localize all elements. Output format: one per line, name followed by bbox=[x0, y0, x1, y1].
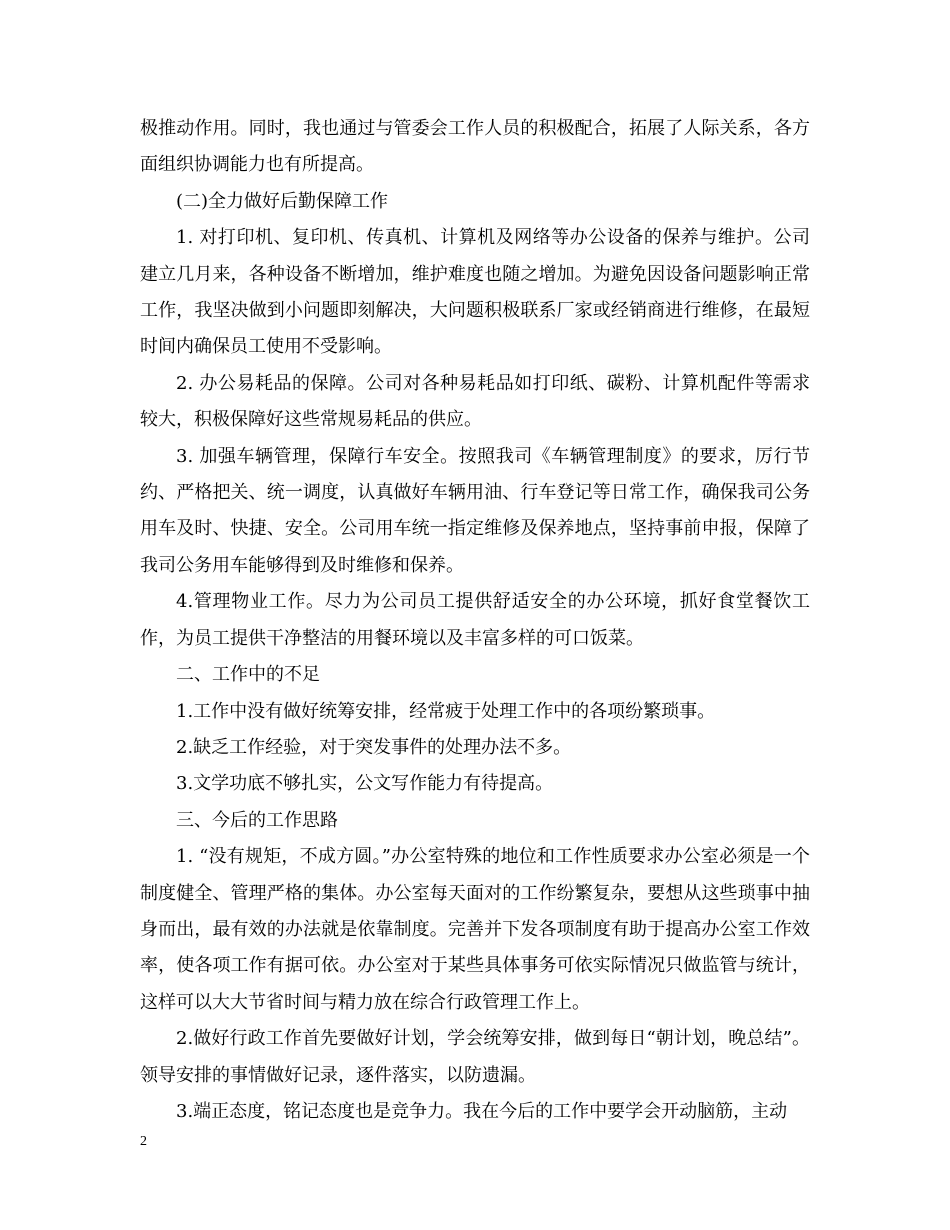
section-heading-future-plans: 三、今后的工作思路 bbox=[176, 809, 338, 831]
paragraph-9: 3.文学功底不够扎实，公文写作能力有待提高。 bbox=[176, 773, 554, 795]
paragraph-2: 1. 对打印机、复印机、传真机、计算机及网络等办公设备的保养与维护。公司建立几月来，各种设备不断增加，维护难度也随之增加。为避免因设备问题影响正常工作，我坚决做到小问题即刻解决，大问题积极联系厂家或经销商进行维修，在最短时间内确保员工使用不受影响。 bbox=[140, 227, 810, 358]
section-heading-logistics: (二)全力做好后勤保障工作 bbox=[176, 190, 389, 212]
body-text bbox=[140, 111, 810, 1130]
paragraph-7: 1.工作中没有做好统筹安排，经常疲于处理工作中的各项纷繁琐事。 bbox=[176, 700, 716, 722]
section-heading-shortcomings: 二、工作中的不足 bbox=[176, 664, 320, 686]
paragraph-12: 2.做好行政工作首先要做好计划，学会统筹安排，做到每日“朝计划，晚总结”。领导安排的事情做好记录，逐件落实，以防遗漏。 bbox=[140, 1028, 810, 1086]
paragraph-4: 3. 加强车辆管理，保障行车安全。按照我司《车辆管理制度》的要求，厉行节约、严格把关、统一调度，认真做好车辆用油、行车登记等日常工作，确保我司公务用车及时、快捷、安全。公司用车统一指定维修及保养地点，坚持事前申报，保障了我司公务用车能够得到及时维修和保养。 bbox=[140, 445, 810, 576]
paragraph-11: 1. “没有规矩，不成方圆。”办公室特殊的地位和工作性质要求办公室必须是一个制度健全、管理严格的集体。办公室每天面对的工作纷繁复杂，要想从这些琐事中抽身而出，最有效的办法就是依靠制度。完善并下发各项制度有助于提高办公室工作效率，使各项工作有据可依。办公室对于某些具体事务可依实际情况只做监管与统计，这样可以大大节省时间与精力放在综合行政管理工作上。 bbox=[140, 846, 810, 1013]
paragraph-0: 极推动作用。同时，我也通过与管委会工作人员的积极配合，拓展了人际关系，各方面组织协调能力也有所提高。 bbox=[140, 118, 810, 176]
paragraph-8: 2.缺乏工作经验，对于突发事件的处理办法不多。 bbox=[176, 736, 572, 758]
paragraph-5: 4.管理物业工作。尽力为公司员工提供舒适安全的办公环境，抓好食堂餐饮工作，为员工提供干净整洁的用餐环境以及丰富多样的可口饭菜。 bbox=[140, 591, 810, 649]
paragraph-3: 2. 办公易耗品的保障。公司对各种易耗品如打印纸、碳粉、计算机配件等需求较大，积极保障好这些常规易耗品的供应。 bbox=[140, 372, 810, 431]
page-number: 2 bbox=[140, 1134, 147, 1149]
paragraph-13: 3.端正态度，铭记态度也是竞争力。我在今后的工作中要学会开动脑筋，主动 bbox=[176, 1100, 788, 1122]
